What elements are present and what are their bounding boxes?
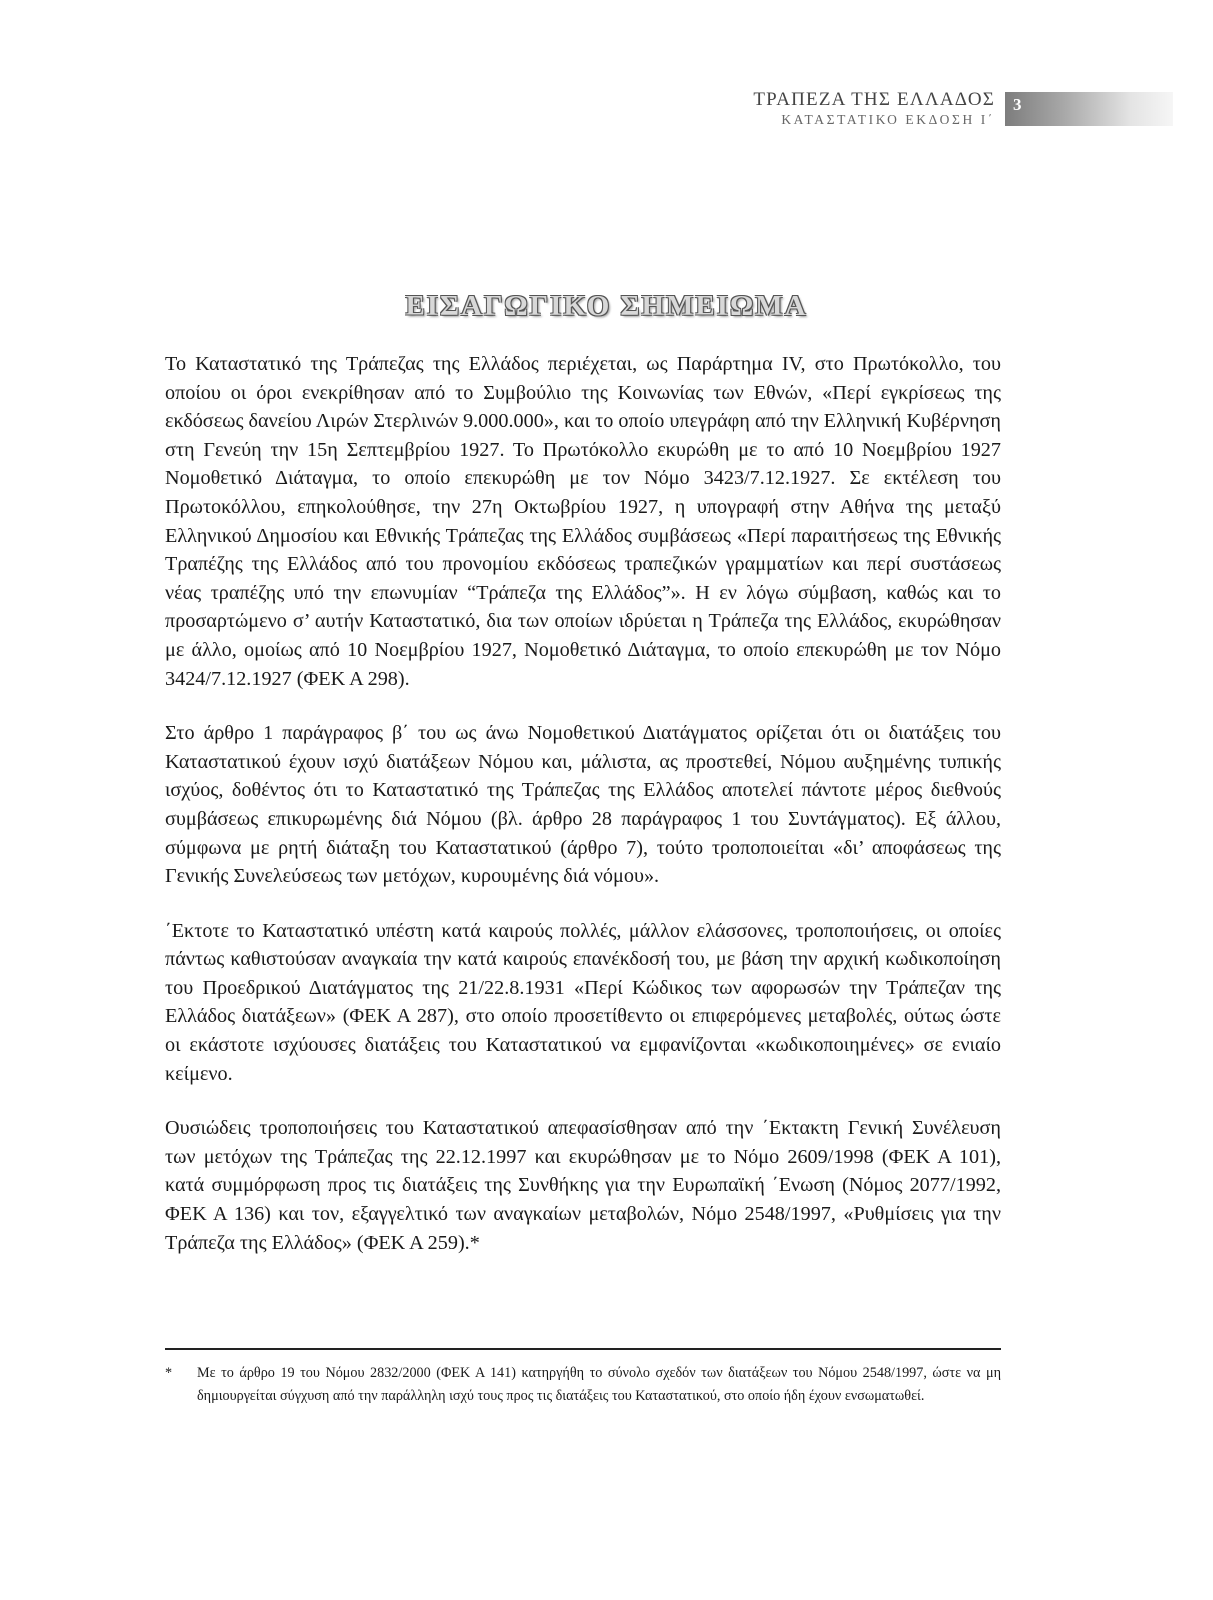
document-title: ΕΙΣΑΓΩΓΙΚΟ ΣΗΜΕΙΩΜΑ bbox=[405, 290, 808, 322]
footnote bbox=[165, 1362, 1001, 1408]
header-subtitle: ΚΑΤΑΣΤΑΤΙΚΟ ΕΚΔΟΣΗ Ι΄ bbox=[781, 112, 995, 127]
page-number: 3 bbox=[1013, 95, 1022, 114]
running-header bbox=[753, 90, 995, 127]
paragraph-1: Το Καταστατικό της Τράπεζας της Ελλάδος περιέχεται, ως Παράρτημα IV, στο Πρωτόκολλο, του οποίου οι όροι ενεκρίθησαν από το Συμβούλιο της Κοινωνίας των Εθνών, «Περί εγκρίσεως της εκδόσεως δανείου Λιρών Στερλινών 9.000.000», και το οποίο υπεγράφη από την Ελληνική Κυβέρνηση στη Γενεύη την 15η Σεπτεμβρίου 1927. Το Πρωτόκολλο εκυρώθη με το από 10 Νοεμβρίου 1927 Νομοθετικό Διάταγμα, το οποίο επεκυρώθη με τον Νόμο 3423/7.12.1927. Σε εκτέλεση του Πρωτοκόλλου, επηκολούθησε, την 27η Οκτωβρίου 1927, η υπογραφή στην Αθήνα της μεταξύ Ελληνικού Δημοσίου και Εθνικής Τράπεζας της Ελλάδος συμβάσεως «Περί παραιτήσεως της Εθνικής Τραπέζης της Ελλάδος από του προνομίου εκδόσεως τραπεζικών γραμματίων και περί συστάσεως νέας τραπέζης υπό την επωνυμίαν “Τράπεζα της Ελλάδος”». Η εν λόγω σύμβαση, καθώς και το προσαρτώμενο σ’ αυτήν Καταστατικό, δια των οποίων ιδρύεται η Τράπεζα της Ελλάδος, εκυρώθησαν με άλλο, ομοίως από 10 Νοεμβρίου 1927, Νομοθετικό Διάταγμα, το οποίο επεκυρώθη με τον Νόμο 3424/7.12.1927 (ΦΕΚ Α 298). bbox=[165, 353, 1001, 690]
footnote-divider bbox=[165, 1348, 1001, 1350]
footnote-mark: * bbox=[165, 1365, 173, 1381]
page-number-tab bbox=[1005, 92, 1173, 126]
header-title: ΤΡΑΠΕΖΑ ΤΗΣ ΕΛΛΑΔΟΣ bbox=[753, 89, 995, 110]
paragraph-2: Στο άρθρο 1 παράγραφος β΄ του ως άνω Νομοθετικού Διατάγματος ορίζεται ότι οι διατάξεις του Καταστατικού έχουν ισχύ διατάξεων Νόμου και, μάλιστα, ας προστεθεί, Νόμου αυξημένης τυπικής ισχύος, δοθέντος ότι το Καταστατικό της Τράπεζας της Ελλάδος αποτελεί πάντοτε μέρος διεθνούς συμβάσεως επικυρωμένης διά Νόμου (βλ. άρθρο 28 παράγραφος 1 του Συντάγματος). Εξ άλλου, σύμφωνα με ρητή διάταξη του Καταστατικού (άρθρο 7), τούτο τροποποιείται «δι’ αποφάσεως της Γενικής Συνελεύσεως των μετόχων, κυρουμένης διά νόμου». bbox=[165, 722, 1001, 888]
paragraph-3: ΄Εκτοτε το Καταστατικό υπέστη κατά καιρούς πολλές, μάλλον ελάσσονες, τροποποιήσεις, οι οποίες πάντως καθιστούσαν αναγκαία την κατά καιρούς επανέκδοσή του, με βάση την αρχική κωδικοποίηση του Προεδρικού Διατάγματος της 21/22.8.1931 «Περί Κώδικος των αφορωσών την Τράπεζαν της Ελλάδος διατάξεων» (ΦΕΚ Α 287), στο οποίο προσετίθεντο οι επιφερόμενες μεταβολές, ούτως ώστε οι εκάστοτε ισχύουσες διατάξεις του Καταστατικού να εμφανίζονται «κωδικοποιημένες» σε ενιαίο κείμενο. bbox=[165, 919, 1001, 1085]
footnote-text: Με το άρθρο 19 του Νόμου 2832/2000 (ΦΕΚ Α 141) κατηργήθη το σύνολο σχεδόν των διατάξεων του Νόμου 2548/1997, ώστε να μη δημιουργείται σύγχυση από την παράλληλη ισχύ τους προς τις διατάξεις του Καταστατικού, στο οποίο ήδη έχουν ενσωματωθεί. bbox=[197, 1365, 1001, 1404]
body-text bbox=[165, 350, 1001, 1283]
paragraph-4: Ουσιώδεις τροποποιήσεις του Καταστατικού απεφασίσθησαν από την ΄Εκτακτη Γενική Συνέλευση των μετόχων της Τράπεζας της 22.12.1997 και εκυρώθησαν με το Νόμο 2609/1998 (ΦΕΚ Α 101), κατά συμμόρφωση προς τις διατάξεις της Συνθήκης για την Ευρωπαϊκή ΄Ενωση (Νόμος 2077/1992, ΦΕΚ Α 136) και τον, εξαγγελτικό των αναγκαίων μεταβολών, Νόμο 2548/1997, «Ρυθμίσεις για την Τράπεζα της Ελλάδος» (ΦΕΚ Α 259).* bbox=[165, 1117, 1001, 1254]
